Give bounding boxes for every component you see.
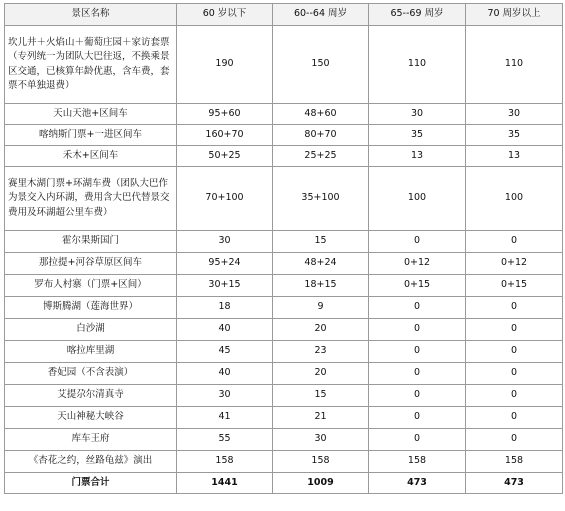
header-under-60: 60 岁以下 bbox=[177, 4, 273, 26]
price-cell: 55 bbox=[177, 429, 273, 451]
total-label: 门票合计 bbox=[5, 473, 177, 494]
total-cell: 1009 bbox=[273, 473, 369, 494]
attraction-name: 霍尔果斯国门 bbox=[5, 231, 177, 253]
header-attraction-name: 景区名称 bbox=[5, 4, 177, 26]
price-cell: 30 bbox=[177, 385, 273, 407]
attraction-name: 坎儿井＋火焰山＋葡萄庄园＋家访套票（专列统一为团队大巴往返，不换乘景区交通，已核算年龄优惠，含车费，套票不单独退费） bbox=[5, 26, 177, 104]
price-cell: 0 bbox=[369, 385, 466, 407]
table-row bbox=[5, 146, 563, 167]
price-cell: 0 bbox=[369, 341, 466, 363]
attraction-name: 《杏花之约，丝路龟兹》演出 bbox=[5, 451, 177, 473]
table-row bbox=[5, 451, 563, 473]
attraction-name: 喀纳斯门票+一进区间车 bbox=[5, 125, 177, 146]
price-cell: 95+60 bbox=[177, 104, 273, 125]
table-header-row bbox=[5, 4, 563, 26]
price-cell: 45 bbox=[177, 341, 273, 363]
table-row bbox=[5, 319, 563, 341]
price-cell: 0 bbox=[466, 407, 563, 429]
price-cell: 80+70 bbox=[273, 125, 369, 146]
price-cell: 158 bbox=[177, 451, 273, 473]
table-row bbox=[5, 231, 563, 253]
price-cell: 0 bbox=[466, 319, 563, 341]
price-cell: 9 bbox=[273, 297, 369, 319]
price-cell: 0 bbox=[369, 231, 466, 253]
price-cell: 21 bbox=[273, 407, 369, 429]
attraction-name: 喀拉库里湖 bbox=[5, 341, 177, 363]
attraction-name: 库车王府 bbox=[5, 429, 177, 451]
price-cell: 20 bbox=[273, 363, 369, 385]
price-cell: 35 bbox=[369, 125, 466, 146]
table-row bbox=[5, 275, 563, 297]
total-cell: 473 bbox=[369, 473, 466, 494]
table-row bbox=[5, 363, 563, 385]
price-cell: 0+15 bbox=[466, 275, 563, 297]
header-60-64: 60--64 周岁 bbox=[273, 4, 369, 26]
price-cell: 0 bbox=[369, 407, 466, 429]
price-cell: 0 bbox=[466, 231, 563, 253]
price-cell: 150 bbox=[273, 26, 369, 104]
attraction-name: 博斯腾湖（莲海世界） bbox=[5, 297, 177, 319]
price-cell: 41 bbox=[177, 407, 273, 429]
total-cell: 473 bbox=[466, 473, 563, 494]
price-cell: 30 bbox=[369, 104, 466, 125]
table-row bbox=[5, 104, 563, 125]
price-cell: 0 bbox=[466, 341, 563, 363]
price-cell: 0 bbox=[369, 297, 466, 319]
table-row bbox=[5, 26, 563, 104]
price-cell: 23 bbox=[273, 341, 369, 363]
attraction-name: 艾提尕尔清真寺 bbox=[5, 385, 177, 407]
price-table-container bbox=[4, 3, 562, 494]
price-cell: 110 bbox=[466, 26, 563, 104]
attraction-name: 那拉提+河谷草原区间车 bbox=[5, 253, 177, 275]
price-cell: 158 bbox=[369, 451, 466, 473]
table-row bbox=[5, 125, 563, 146]
price-cell: 18 bbox=[177, 297, 273, 319]
price-cell: 15 bbox=[273, 231, 369, 253]
price-cell: 0 bbox=[466, 363, 563, 385]
table-row bbox=[5, 407, 563, 429]
price-cell: 48+60 bbox=[273, 104, 369, 125]
total-row bbox=[5, 473, 563, 494]
attraction-name: 白沙湖 bbox=[5, 319, 177, 341]
price-cell: 30 bbox=[177, 231, 273, 253]
attraction-name: 赛里木湖门票+环湖车费（团队大巴作为景交入内环湖，费用含大巴代替景交费用及环湖超公里车费） bbox=[5, 167, 177, 231]
price-cell: 0 bbox=[369, 319, 466, 341]
price-cell: 0+15 bbox=[369, 275, 466, 297]
table-row bbox=[5, 385, 563, 407]
price-cell: 0 bbox=[466, 429, 563, 451]
price-cell: 35 bbox=[466, 125, 563, 146]
ticket-price-table bbox=[4, 3, 563, 494]
header-65-69: 65--69 周岁 bbox=[369, 4, 466, 26]
price-cell: 13 bbox=[369, 146, 466, 167]
price-cell: 0 bbox=[369, 363, 466, 385]
price-cell: 40 bbox=[177, 319, 273, 341]
price-cell: 95+24 bbox=[177, 253, 273, 275]
price-cell: 0 bbox=[466, 385, 563, 407]
price-cell: 110 bbox=[369, 26, 466, 104]
price-cell: 0+12 bbox=[466, 253, 563, 275]
price-cell: 100 bbox=[466, 167, 563, 231]
table-row bbox=[5, 341, 563, 363]
price-cell: 190 bbox=[177, 26, 273, 104]
price-cell: 25+25 bbox=[273, 146, 369, 167]
price-cell: 158 bbox=[466, 451, 563, 473]
price-cell: 50+25 bbox=[177, 146, 273, 167]
total-cell: 1441 bbox=[177, 473, 273, 494]
price-cell: 30+15 bbox=[177, 275, 273, 297]
table-row bbox=[5, 167, 563, 231]
price-cell: 13 bbox=[466, 146, 563, 167]
price-cell: 35+100 bbox=[273, 167, 369, 231]
price-cell: 160+70 bbox=[177, 125, 273, 146]
price-cell: 100 bbox=[369, 167, 466, 231]
price-cell: 48+24 bbox=[273, 253, 369, 275]
header-70-plus: 70 周岁以上 bbox=[466, 4, 563, 26]
price-cell: 15 bbox=[273, 385, 369, 407]
price-cell: 70+100 bbox=[177, 167, 273, 231]
attraction-name: 香妃园（不含表演） bbox=[5, 363, 177, 385]
table-row bbox=[5, 253, 563, 275]
attraction-name: 禾木+区间车 bbox=[5, 146, 177, 167]
table-row bbox=[5, 297, 563, 319]
table-row bbox=[5, 429, 563, 451]
price-cell: 0 bbox=[466, 297, 563, 319]
attraction-name: 天山神秘大峡谷 bbox=[5, 407, 177, 429]
price-cell: 40 bbox=[177, 363, 273, 385]
price-cell: 0+12 bbox=[369, 253, 466, 275]
price-cell: 30 bbox=[273, 429, 369, 451]
price-cell: 30 bbox=[466, 104, 563, 125]
price-cell: 18+15 bbox=[273, 275, 369, 297]
price-cell: 158 bbox=[273, 451, 369, 473]
price-cell: 20 bbox=[273, 319, 369, 341]
price-cell: 0 bbox=[369, 429, 466, 451]
attraction-name: 罗布人村寨（门票+区间） bbox=[5, 275, 177, 297]
attraction-name: 天山天池+区间车 bbox=[5, 104, 177, 125]
